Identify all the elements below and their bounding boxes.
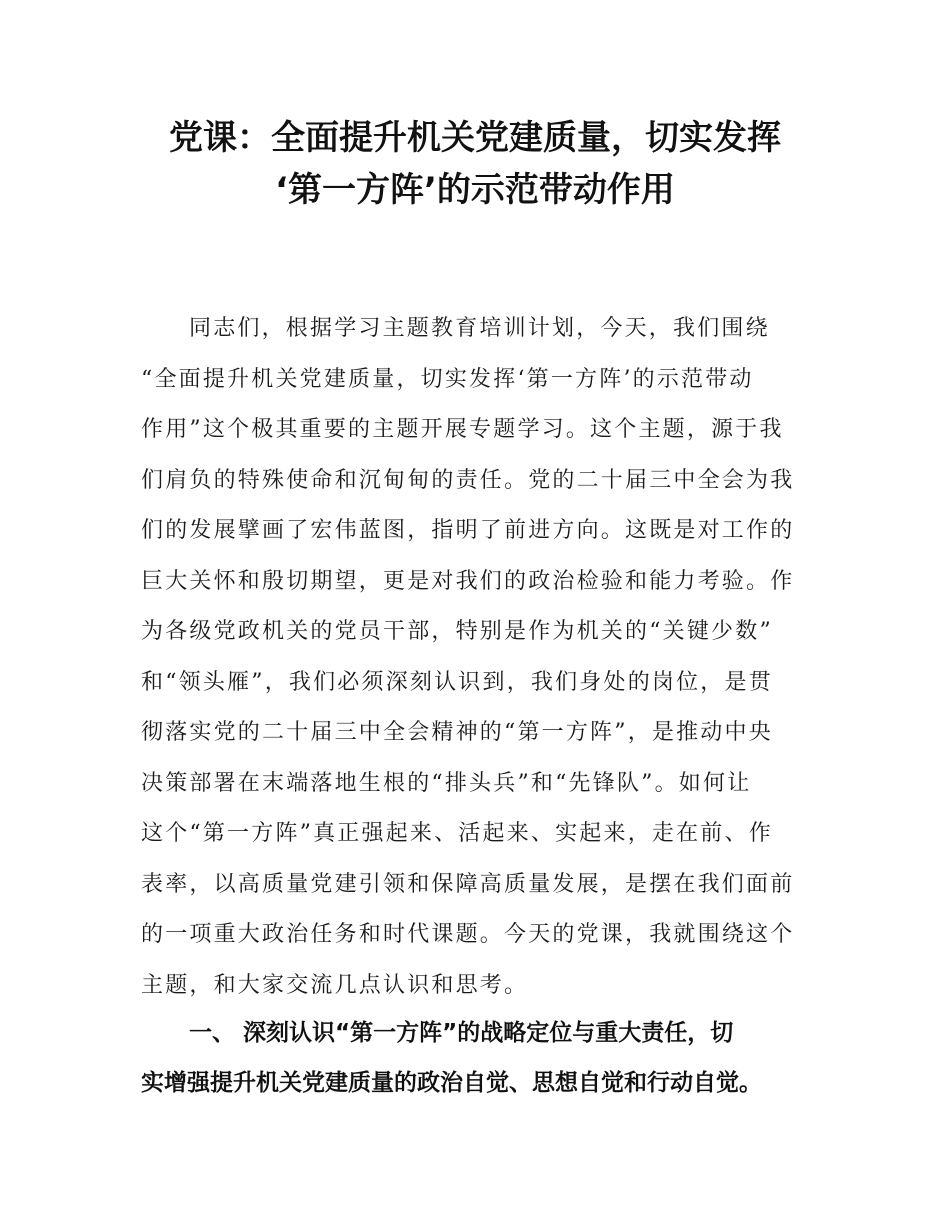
paragraph-line: 作用”这个极其重要的主题开展专题学习。这个主题，源于我 — [141, 417, 784, 442]
paragraph-line: 表率，以高质量党建引领和保障高质量发展，是摆在我们面前 — [141, 871, 795, 897]
paragraph-line: 巨大关怀和殷切期望，更是对我们的政治检验和能力考验。作 — [141, 568, 795, 594]
heading-line: 一、 深刻认识“第一方阵”的战略定位与重大责任，切 — [189, 1020, 734, 1046]
paragraph-line: “全面提升机关党建质量，切实发挥‘第一方阵’的示范带动 — [141, 366, 754, 392]
heading-line: 实增强提升机关党建质量的政治自觉、思想自觉和行动自觉。 — [141, 1070, 762, 1096]
title-line: 党课：全面提升机关党建质量，切实发挥 — [169, 118, 781, 158]
paragraph-line: 同志们，根据学习主题教育培训计划，今天，我们围绕 — [189, 316, 770, 341]
title-line: ‘第一方阵’的示范带动作用 — [275, 170, 675, 210]
paragraph-line: 们肩负的特殊使命和沉甸甸的责任。党的二十届三中全会为我 — [141, 467, 795, 493]
paragraph-line: 为各级党政机关的党员干部，特别是作为机关的“关键少数” — [141, 619, 773, 644]
document-title — [120, 112, 830, 216]
section-heading-1 — [141, 1008, 811, 1108]
intro-paragraph — [141, 304, 811, 1011]
paragraph-line: 和“领头雁”，我们必须深刻认识到，我们身处的岗位，是贯 — [141, 669, 773, 695]
paragraph-line: 彻落实党的二十届三中全会精神的“第一方阵”，是推动中央 — [141, 720, 773, 745]
paragraph-line: 主题，和大家交流几点认识和思考。 — [141, 972, 529, 998]
paragraph-line: 这个“第一方阵”真正强起来、活起来、实起来，走在前、作 — [141, 821, 773, 846]
paragraph-line: 们的发展擘画了宏伟蓝图，指明了前进方向。这既是对工作的 — [141, 518, 795, 543]
paragraph-line: 决策部署在末端落地生根的“排头兵”和“先锋队”。如何让 — [141, 770, 752, 796]
paragraph-line: 的一项重大政治任务和时代课题。今天的党课，我就围绕这个 — [141, 922, 795, 947]
